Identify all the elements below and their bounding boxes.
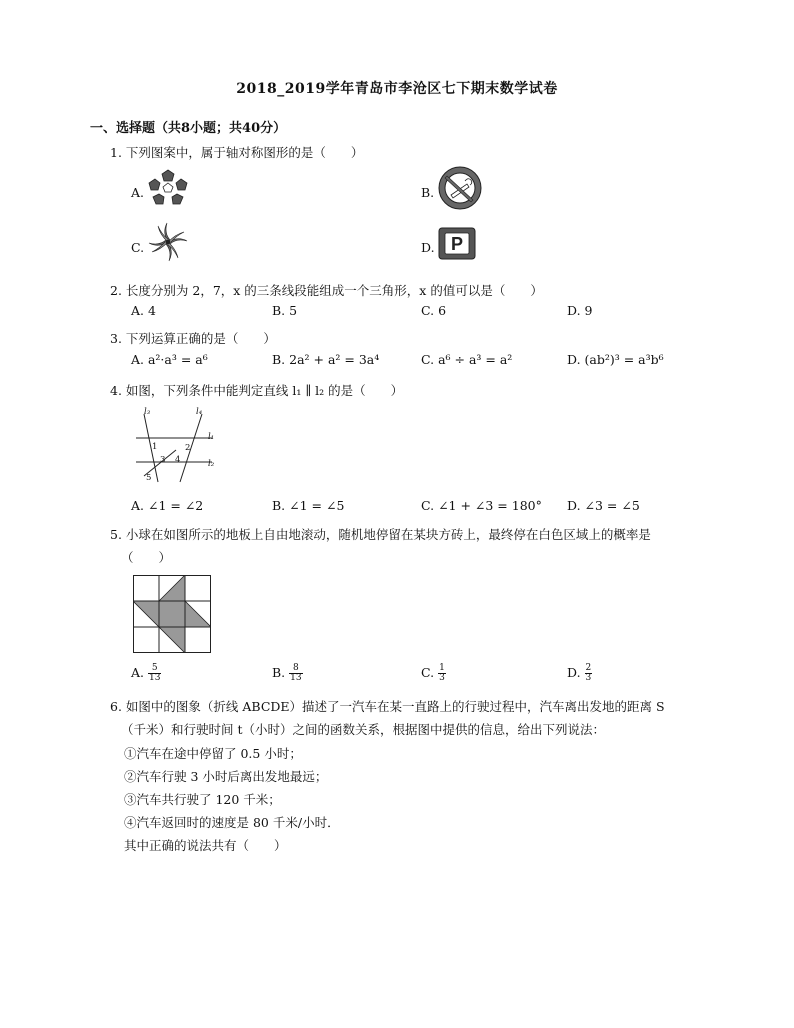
flower-pentagon-icon bbox=[146, 168, 190, 208]
angle-1: 1 bbox=[152, 442, 158, 452]
q4-stem: 4. 如图，下列条件中能判定直线 l₁ ∥ l₂ 的是（ ） bbox=[110, 383, 404, 398]
q5-floor-grid bbox=[133, 575, 211, 653]
label-l2: l₂ bbox=[208, 459, 215, 469]
q3-option-a: A. a²·a³ = a⁶ bbox=[131, 352, 208, 367]
q6-statement-3: ③汽车共行驶了 120 千米； bbox=[124, 792, 281, 807]
q2-option-a: A. 4 bbox=[131, 303, 156, 318]
grey-tile bbox=[159, 575, 185, 601]
q2-stem: 2. 长度分别为 2，7，x 的三条线段能组成一个三角形，x 的值可以是（ ） bbox=[110, 283, 543, 298]
q2-option-b: B. 5 bbox=[272, 303, 298, 318]
angle-2: 2 bbox=[185, 443, 191, 453]
q6-statement-4: ④汽车返回时的速度是 80 千米/小时． bbox=[124, 815, 340, 830]
q5-option-c: C. $\frac{1}{3}$ bbox=[421, 663, 445, 683]
label-l1: l₁ bbox=[208, 432, 215, 442]
q4-option-d: D. ∠3 = ∠5 bbox=[567, 498, 640, 513]
q4-line-figure bbox=[130, 404, 225, 486]
q6-statement-2: ②汽车行驶 3 小时后离出发地最远； bbox=[124, 769, 328, 784]
q5-option-d: D. $\frac{2}{3}$ bbox=[567, 663, 592, 683]
q2-option-c: C. 6 bbox=[421, 303, 447, 318]
angle-3: 3 bbox=[160, 455, 166, 465]
line-l4 bbox=[180, 414, 202, 482]
q2-option-d: D. 9 bbox=[567, 303, 593, 318]
q5-option-a: A. $\frac{5}{13}$ bbox=[131, 663, 161, 683]
grey-tile bbox=[159, 627, 185, 653]
section-heading: 一、选择题（共8小题；共40分） bbox=[90, 121, 287, 136]
grey-tile bbox=[159, 601, 185, 627]
q3-stem: 3. 下列运算正确的是（ ） bbox=[110, 331, 276, 346]
q1-label-d: D. bbox=[421, 240, 435, 255]
q4-option-b: B. ∠1 = ∠5 bbox=[272, 498, 345, 513]
q5-stem: 5. 小球在如图所示的地板上自由地滚动，随机地停留在某块方砖上，最终停在白色区域上的概率是 bbox=[110, 527, 651, 542]
label-l4: l₄ bbox=[196, 407, 203, 417]
pinwheel-icon bbox=[146, 220, 190, 264]
q3-option-c: C. a⁶ ÷ a³ = a² bbox=[421, 352, 513, 367]
q5-stem-paren: （ ） bbox=[121, 550, 172, 565]
q5-option-b: B. $\frac{8}{13}$ bbox=[272, 663, 302, 683]
q3-option-d: D. (ab²)³ = a³b⁶ bbox=[567, 352, 664, 367]
q6-statement-1: ①汽车在途中停留了 0.5 小时； bbox=[124, 746, 302, 761]
angle-4: 4 bbox=[175, 455, 181, 465]
q1-label-a: A. bbox=[131, 185, 145, 200]
page-title: 2018_2019学年青岛市李沧区七下期末数学试卷 bbox=[236, 81, 558, 97]
label-l3: l₃ bbox=[144, 407, 151, 417]
angle-5: 5 bbox=[146, 473, 152, 483]
q6-stem-line2: （千米）和行驶时间 t（小时）之间的函数关系，根据图中提供的信息，给出下列说法： bbox=[121, 722, 605, 737]
q1-stem: 1. 下列图案中，属于轴对称图形的是（ ） bbox=[110, 145, 364, 160]
grey-tile bbox=[185, 601, 211, 627]
parking-sign-icon bbox=[438, 227, 476, 260]
q4-option-c: C. ∠1 + ∠3 = 180° bbox=[421, 498, 542, 513]
q4-option-a: A. ∠1 = ∠2 bbox=[131, 498, 204, 513]
q6-closing: 其中正确的说法共有（ ） bbox=[124, 838, 287, 853]
no-smoking-icon bbox=[437, 165, 483, 211]
grey-tile bbox=[133, 601, 159, 627]
parking-letter: P bbox=[450, 234, 464, 254]
q1-label-b: B. bbox=[421, 185, 435, 200]
q3-option-b: B. 2a² + a² = 3a⁴ bbox=[272, 352, 380, 367]
q6-stem-line1: 6. 如图中的图象（折线 ABCDE）描述了一汽车在某一直路上的行驶过程中，汽车离出发地的距离 S bbox=[110, 699, 665, 714]
q1-label-c: C. bbox=[131, 240, 145, 255]
